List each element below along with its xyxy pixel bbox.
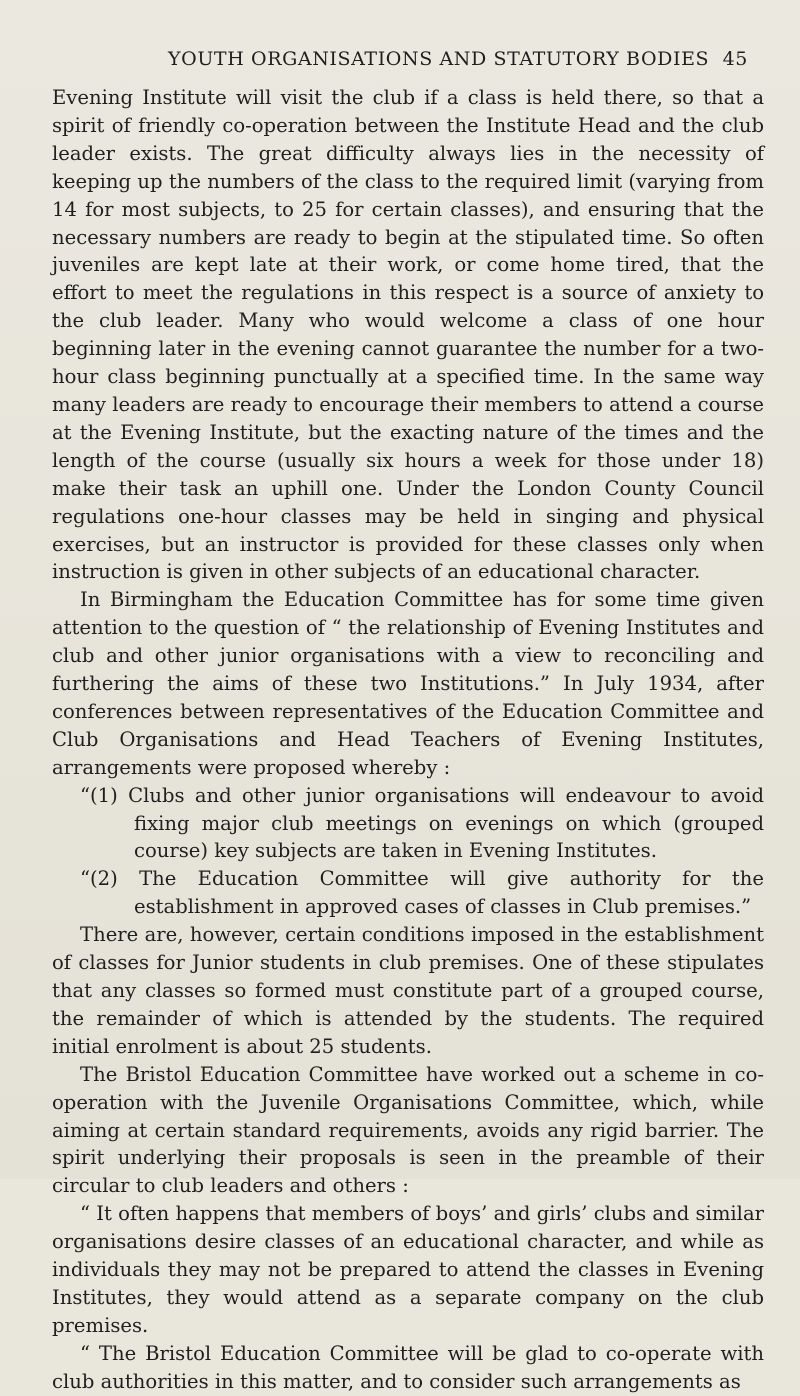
running-head bbox=[168, 48, 748, 70]
running-title: YOUTH ORGANISATIONS AND STATUTORY BODIES bbox=[168, 48, 710, 70]
page-number: 45 bbox=[722, 48, 748, 70]
paragraph-bristol: The Bristol Education Committee have worked out a scheme in co-operation with the Juvenile Organisations Committee, which, while aiming at certain standard requirements, avoids any rigid barrier. The spirit underlying their proposals is seen in the preamble of their circular to club leaders and others : bbox=[52, 1062, 764, 1198]
paragraph-quote-members: “ It often happens that members of boys’ and girls’ clubs and similar organisations desire classes of an educational character, and while as individuals they may not be prepared to attend the classes in Evening Institutes, they would attend as a separate company on the club premises. bbox=[52, 1202, 764, 1337]
quoted-item-2: “(2) The Education Committee will give authority for the establishment in approved cases of classes in Club premises.” bbox=[80, 867, 764, 919]
body-text bbox=[52, 84, 764, 1396]
paragraph-birmingham: In Birmingham the Education Committee has for some time given attention to the question of “ the relationship of Evening Institutes and club and other junior organisations with a view to reconciling and furthering the aims of these two Institutions.” In July 1934, after conferences between representatives of the Education Committee and Club Organisations and Head Teachers of Evening Institutes, arrangements were proposed whereby : bbox=[52, 588, 764, 779]
paragraph-quote-committee: “ The Bristol Education Committee will be glad to co-operate with club authorities in this matter, and to consider such arrangements as bbox=[52, 1341, 764, 1393]
paragraph-continued: Evening Institute will visit the club if a class is held there, so that a spirit of friendly co-operation between the Institute Head and the club leader exists. The great difficulty always lies in the necessity of keeping up the numbers of the class to the required limit (varying from 14 for most subjects, to 25 for certain classes), and ensuring that the necessary numbers are ready to begin at the stipulated time. So often juveniles are kept late at their work, or come home tired, that the effort to meet the regulations in this respect is a source of anxiety to the club leader. Many who would welcome a class of one hour beginning later in the evening cannot guarantee the number for a two-hour class beginning punctually at a specified time. In the same way many leaders are ready to encourage their members to attend a course at the Evening Institute, but the exacting nature of the times and the length of the course (usually six hours a week for those under 18) make their task an uphill one. Under the London County Council regulations one-hour classes may be held in singing and physical exercises, but an instructor is provided for these classes only when instruction is given in other subjects of an educational character. bbox=[52, 86, 764, 584]
paragraph-conditions: There are, however, certain conditions imposed in the establishment of classes for Junior students in club premises. One of these stipulates that any classes so formed must constitute part of a grouped course, the remainder of which is attended by the students. The required initial enrolment is about 25 students. bbox=[52, 923, 764, 1058]
quoted-item-1: “(1) Clubs and other junior organisations will endeavour to avoid fixing major club meetings on evenings on which (grouped course) key subjects are taken in Evening Institutes. bbox=[80, 783, 764, 863]
